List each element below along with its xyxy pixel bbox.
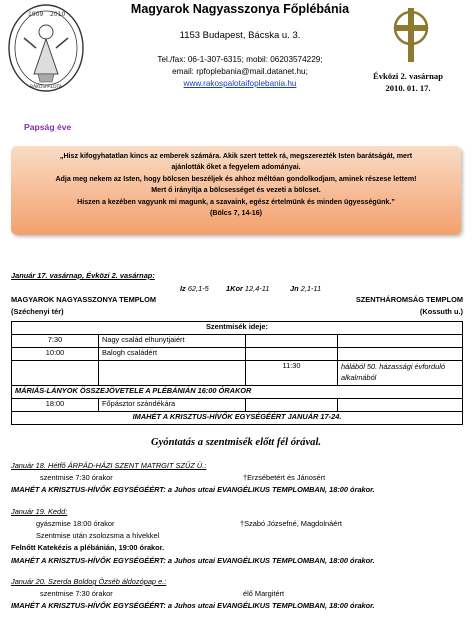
jan19-katekezis: Felnőtt Katekézis a plébánián, 19:00 órakor. [11, 543, 165, 552]
logo-year-left: 1909 [28, 11, 44, 18]
jan20-intent: élő Margitért [243, 589, 285, 598]
jan18-imahet: IMAHÉT A KRISZTUS-HÍVŐK EGYSÉGÉÉRT: a Juhos utcai EVANGÉLIKUS TEMPLOMBAN, 18:00 órakor. [11, 485, 375, 494]
mass-time: 7:30 [12, 335, 99, 348]
confession-heading: Gyóntatás a szentmisék előtt fél órával. [150, 437, 322, 448]
quote-line: Adja meg nekem az Isten, hogy bölcsen beszéljek és ahhoz méltóan gondolkodjam, aminek részese lettem! [55, 174, 417, 183]
mass-time: 18:00 [12, 399, 99, 412]
phone-line: Tel./fax: 06-1-307-6315; mobil: 06203574229; [157, 55, 323, 64]
quote-line: Hiszen a kezében vagyunk mi magunk, a szavaink, egész értelmünk és minden ügyességünk.” [77, 197, 395, 206]
parish-title: Magyarok Nagyasszonya Főplébánia [130, 2, 350, 16]
mass-intention: hálából 50. házassági évforduló alkalmából [338, 361, 463, 386]
reading-3 [290, 284, 321, 293]
mass-schedule-table [11, 321, 463, 425]
table-row [12, 361, 463, 386]
jan19-mass: gyászmise 18:00 órakor [36, 519, 115, 528]
cross-logo [392, 6, 430, 64]
parish-seal-logo [6, 2, 86, 94]
table-row [12, 348, 463, 361]
marias-notice: MÁRIÁS-LÁNYOK ÖSSZEJÖVETELE A PLÉBÁNIÁN 16:00 ÓRAKOR [12, 386, 463, 399]
liturgical-date [348, 70, 468, 94]
mass-intention: Balogh családért [99, 348, 246, 361]
contact-block [100, 54, 380, 90]
reading-2-book: 1Kor [226, 284, 243, 293]
jan19-imahet: IMAHÉT A KRISZTUS-HÍVŐK EGYSÉGÉÉRT: a Juhos utcai EVANGÉLIKUS TEMPLOMBAN, 18:00 órakor. [11, 556, 375, 565]
quote-reference: (Bölcs 7, 14-16) [209, 209, 263, 218]
mass-intention: Nagy család elhunytjaiért [99, 335, 246, 348]
reading-1 [180, 284, 209, 293]
table-row [12, 412, 463, 425]
mass-intention: Főpásztor szándékára [99, 399, 246, 412]
jan18-mass: szentmise 7:30 órakor [40, 473, 113, 482]
parish-address: 1153 Budapest, Bácska u. 3. [179, 30, 301, 41]
table-row [12, 399, 463, 412]
logo-year-right: 2010 [50, 11, 66, 18]
imahet-notice: IMAHÉT A KRISZTUS-HÍVŐK EGYSÉGÉÉRT JANUÁR 17-24. [12, 412, 463, 425]
jan20-imahet: IMAHÉT A KRISZTUS-HÍVŐK EGYSÉGÉÉRT: a Juhos utcai EVANGÉLIKUS TEMPLOMBAN, 18:00 órakor. [11, 601, 375, 610]
reading-3-book: Jn [290, 284, 299, 293]
quote-line: Mert ő irányítja a bölcsességet és vezeti a bölcset. [151, 186, 321, 195]
email-line: email: rpfoplebania@mail.datanet.hu; [172, 67, 308, 76]
table-header: Szentmisék ideje: [12, 322, 463, 335]
jan20-title: Január 20. Szerda Boldog Özséb áldozópap e.: [11, 577, 167, 586]
jan18-intent: †Erzsébetért és Jánosért [243, 473, 326, 482]
church-left-name: MAGYAROK NAGYASSZONYA TEMPLOM [11, 295, 157, 304]
website-link[interactable]: www.rakospalotaifoplebania.hu [183, 79, 297, 88]
quote-line: ajánlották őket a fegyelem adományai. [171, 163, 301, 172]
reading-2 [226, 284, 269, 293]
issue-date: 2010. 01. 17. [385, 83, 431, 93]
church-left-location: (Széchenyi tér) [11, 307, 64, 316]
jan19-intent: †Szabó Józsefné, Magdolnáért [240, 519, 342, 528]
table-row [12, 322, 463, 335]
year-label: Papság éve [24, 122, 72, 132]
quote-line: „Hisz kifogyhatatlan kincs az emberek számára. Akik szert tettek rá, megszerezték Isten barátságát, mert [59, 152, 413, 160]
sunday-name: Évközi 2. vasárnap [373, 71, 443, 81]
jan19-title: Január 19. Kedd: [11, 507, 68, 516]
jan19-after-mass: Szentmise után zsolozsma a hívekkel [36, 531, 160, 540]
table-row [12, 335, 463, 348]
church-right-name: SZENTHÁROMSÁG TEMPLOM [355, 295, 463, 304]
church-right-location: (Kossuth u.) [419, 307, 463, 316]
reading-2-ref: 12,4-11 [244, 284, 270, 293]
reading-1-book: Iz [180, 284, 186, 293]
jan20-mass: szentmise 7:30 órakor [40, 589, 113, 598]
jan17-date-line: Január 17. vasárnap, Évközi 2. vasárnap: [11, 271, 155, 280]
mass-time: 11:30 [246, 361, 338, 386]
reading-3-ref: 2,1-11 [300, 284, 322, 293]
svg-text:RÁKOSPALOTA: RÁKOSPALOTA [30, 85, 62, 90]
table-row [12, 386, 463, 399]
mass-time: 10:00 [12, 348, 99, 361]
reading-1-ref: 62,1-5 [187, 284, 209, 293]
scripture-quote-box [11, 146, 461, 235]
jan18-title: Január 18. Hétfő ÁRPÁD-HÁZI SZENT MATRGIT SZŰZ Ü.: [11, 461, 207, 470]
